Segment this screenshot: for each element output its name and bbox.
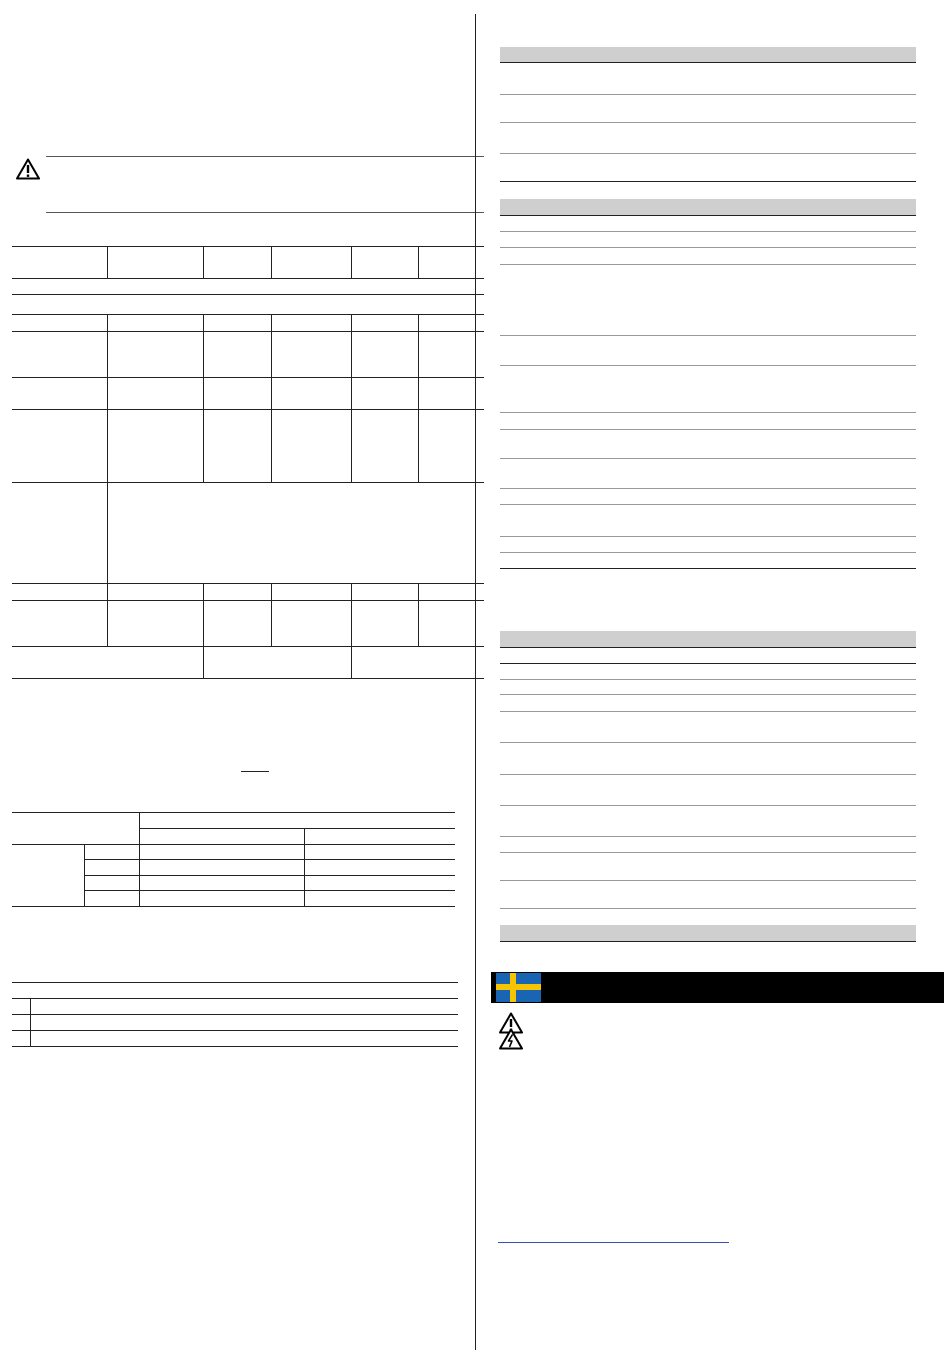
right-table-2-rule bbox=[500, 536, 916, 537]
secondary-table-rule bbox=[139, 828, 455, 829]
right-table-3-rule bbox=[500, 908, 916, 909]
right-table-1-rule bbox=[500, 122, 916, 123]
right-table-3-rule bbox=[500, 679, 916, 680]
right-table-2-rule bbox=[500, 488, 916, 489]
spec-table-rule bbox=[12, 278, 484, 279]
right-table-3-rule bbox=[500, 694, 916, 695]
spec-table-col-sep bbox=[351, 646, 352, 678]
swedish-flag-icon bbox=[496, 973, 541, 1002]
electrical-hazard-icon bbox=[499, 1028, 523, 1050]
spec-table-col-sep bbox=[351, 583, 352, 646]
numbered-table-rule bbox=[12, 1014, 458, 1015]
right-table-1-rule bbox=[500, 181, 916, 182]
spec-table-rule bbox=[12, 600, 484, 601]
spec-table-col-sep bbox=[107, 482, 108, 646]
spec-table-col-sep bbox=[271, 246, 272, 278]
numbered-table-rule bbox=[12, 1046, 458, 1047]
numbered-table-col-sep bbox=[30, 998, 31, 1046]
right-table-2-rule bbox=[500, 429, 916, 430]
spec-table-rule bbox=[12, 678, 484, 679]
warning-box-bottom-rule bbox=[46, 212, 484, 213]
right-table-2-rule bbox=[500, 365, 916, 366]
numbered-table-rule bbox=[12, 1030, 458, 1031]
right-table-2-rule bbox=[500, 552, 916, 553]
warning-triangle-icon bbox=[16, 158, 40, 180]
right-table-2-rule bbox=[500, 335, 916, 336]
spec-table-col-sep bbox=[203, 246, 204, 278]
right-table-1-rule bbox=[500, 94, 916, 95]
table-header-fill bbox=[500, 199, 916, 215]
spec-table-rule bbox=[12, 482, 484, 483]
right-table-2-rule bbox=[500, 568, 916, 569]
right-table-1-rule bbox=[500, 62, 916, 63]
spec-table-col-sep bbox=[351, 246, 352, 278]
spec-table-rule bbox=[12, 294, 484, 295]
spec-table-col-sep bbox=[203, 583, 204, 646]
right-table-3-rule bbox=[500, 880, 916, 881]
table-header-fill bbox=[500, 47, 916, 62]
right-table-2-rule bbox=[500, 504, 916, 505]
link[interactable] bbox=[498, 1242, 729, 1243]
secondary-table-rule bbox=[12, 906, 455, 907]
table-header-fill bbox=[500, 631, 916, 647]
right-table-3-rule bbox=[500, 742, 916, 743]
spec-table-col-sep bbox=[351, 314, 352, 482]
right-table-3-rule bbox=[500, 663, 916, 664]
right-table-2-rule bbox=[500, 458, 916, 459]
fraction-bar bbox=[241, 771, 269, 772]
right-table-2-rule bbox=[500, 215, 916, 216]
secondary-table-col-sep bbox=[304, 828, 305, 906]
right-table-2-rule bbox=[500, 231, 916, 232]
spec-table-rule bbox=[12, 246, 484, 247]
warning-box-top-rule bbox=[46, 156, 484, 157]
spec-table-rule bbox=[12, 377, 484, 378]
right-table-2-rule bbox=[500, 247, 916, 248]
numbered-table-rule bbox=[12, 982, 458, 983]
spec-table-rule bbox=[12, 314, 484, 315]
spec-table-col-sep bbox=[203, 646, 204, 678]
spec-table-col-sep bbox=[107, 314, 108, 482]
spec-table-col-sep bbox=[418, 246, 419, 278]
right-table-3-rule bbox=[500, 941, 916, 942]
right-table-3-rule bbox=[500, 711, 916, 712]
column-divider bbox=[475, 14, 476, 1350]
right-table-3-rule bbox=[500, 836, 916, 837]
right-table-3-rule bbox=[500, 852, 916, 853]
right-table-1-rule bbox=[500, 153, 916, 154]
spec-table-col-sep bbox=[271, 583, 272, 646]
right-table-3-rule bbox=[500, 805, 916, 806]
spec-table-col-sep bbox=[203, 314, 204, 482]
right-table-3-rule bbox=[500, 774, 916, 775]
secondary-table-rule bbox=[12, 812, 455, 813]
spec-table-rule bbox=[12, 583, 484, 584]
numbered-table-rule bbox=[12, 998, 458, 999]
language-section-bar bbox=[491, 972, 944, 1003]
spec-table-rule bbox=[12, 331, 484, 332]
secondary-table-rule bbox=[12, 844, 455, 845]
spec-table-col-sep bbox=[418, 583, 419, 646]
spec-table-rule bbox=[12, 646, 484, 647]
right-table-2-rule bbox=[500, 264, 916, 265]
spec-table-col-sep bbox=[418, 314, 419, 482]
right-table-3-rule bbox=[500, 647, 916, 648]
secondary-table-col-sep bbox=[84, 844, 85, 906]
table-footer-fill bbox=[500, 925, 916, 941]
right-table-2-rule bbox=[500, 412, 916, 413]
secondary-table-col-sep bbox=[139, 812, 140, 906]
spec-table-col-sep bbox=[107, 246, 108, 278]
spec-table-col-sep bbox=[271, 314, 272, 482]
spec-table-rule bbox=[12, 409, 484, 410]
